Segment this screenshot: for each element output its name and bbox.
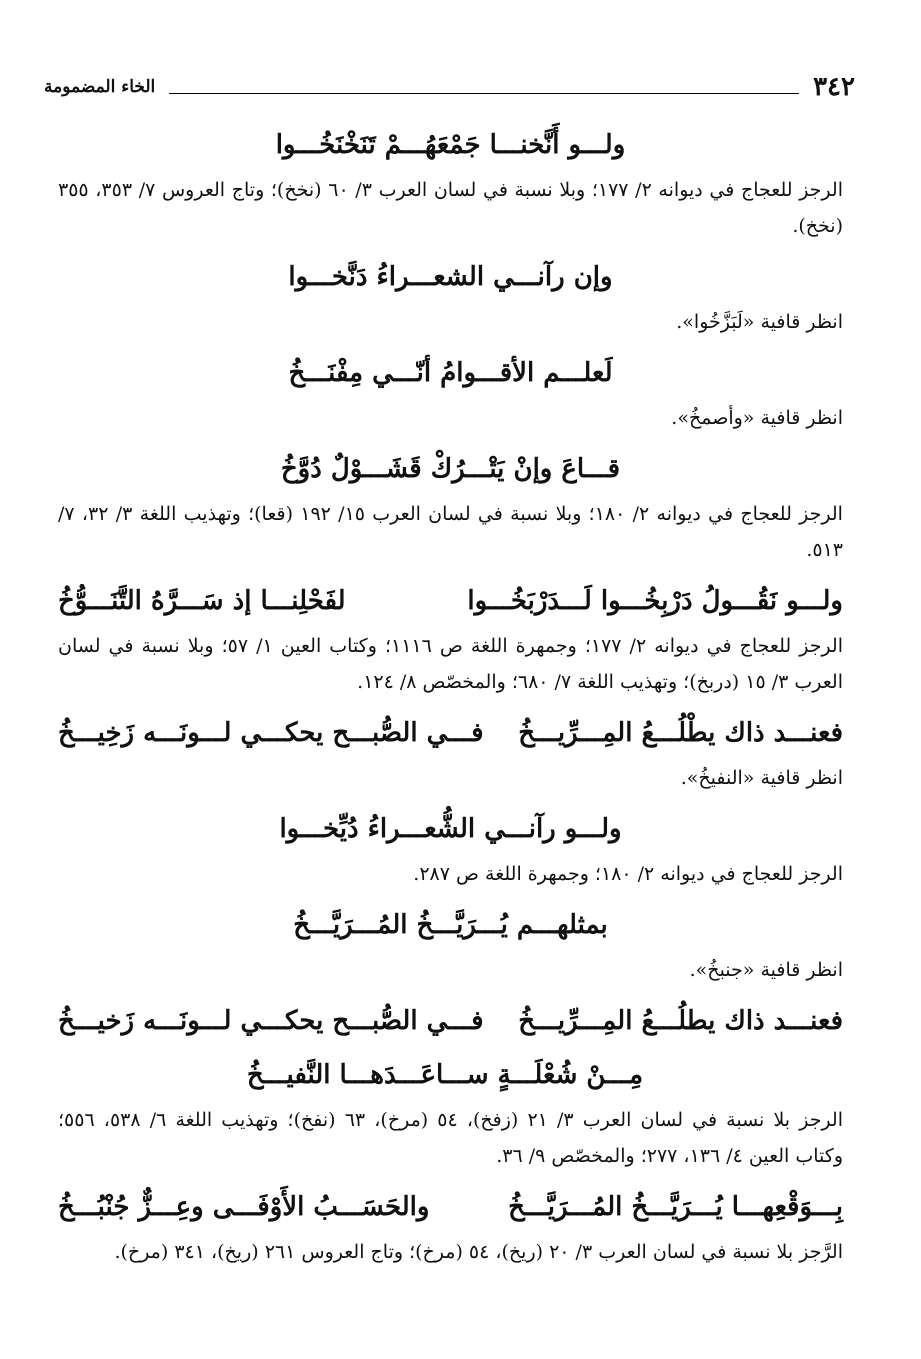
- verse-hemistich-right: بِـــوَقْعِهـــا يُـــرَيَّـــخُ المُـــرَيَّـــخُ: [508, 1192, 843, 1222]
- footnote: الرَّجز بلا نسبة في لسان العرب ٣/ ٢٠ (ريخ)، ٥٤ (مرخ)؛ وتاج العروس ٢٦١ (ريخ)، ٣٤١ (مرخ).: [114, 1241, 843, 1263]
- verse-hemistich-right: فعنـــد ذاك يطلُـــعُ المِـــرِّيـــخُ: [518, 1006, 843, 1036]
- verse-couplet: [58, 1180, 843, 1234]
- footnote: الرجز للعجاج في ديوانه ٢/ ١٧٧؛ وجمهرة اللغة ص ١١١٦؛ وكتاب العين ١/ ٥٧؛ وبلا نسبة في لسان العرب ٣/ ١٥ (دربخ)؛ وتهذيب اللغة ٧/ ٦٨٠؛ والمخصّص ٨/ ١٢٤.: [58, 635, 843, 693]
- verse-line: لَعلـــم الأقـــوامُ أنّـــي مِفْنَـــخُ: [288, 358, 613, 388]
- footnote: الرجز للعجاج في ديوانه ٢/ ١٨٠؛ وجمهرة اللغة ص ٢٨٧.: [413, 863, 843, 885]
- verse-couplet: [58, 574, 843, 628]
- verse-line: ولـــو أَنَّخنـــا جَمْعَهُـــمْ تَنَخْنَخُـــوا: [275, 130, 626, 160]
- footnote: انظر قافية «لَبَزَّخُوا».: [676, 311, 843, 333]
- verse-hemistich-left: لفَحْلِنـــا إذ سَـــرَّهُ التَّنَـــوُّخُ: [58, 586, 346, 616]
- footnote: انظر قافية «وأصمخُ».: [671, 407, 843, 429]
- page-body: [58, 118, 843, 1276]
- verse-hemistich-right: فعنـــد ذاك يطْلُـــعُ المِـــرِّيـــخُ: [518, 718, 843, 748]
- page-number: ٣٤٢: [813, 72, 855, 102]
- verse-line: وإن رآنـــي الشعـــراءُ دَنَّخـــوا: [288, 262, 613, 292]
- verse-line: بمثلهـــم يُـــرَيَّـــخُ المُـــرَيَّـــخُ: [293, 910, 608, 940]
- footnote: الرجز للعجاج في ديوانه ٢/ ١٨٠؛ وبلا نسبة في لسان العرب ١٥/ ١٩٢ (قعا)؛ وتهذيب اللغة ٣/ ٣٢، ٧/ ٥١٣.: [58, 503, 843, 561]
- verse-couplet: [58, 994, 843, 1048]
- footnote: الرجز للعجاج في ديوانه ٢/ ١٧٧؛ وبلا نسبة في لسان العرب ٣/ ٦٠ (نخخ)؛ وتاج العروس ٧/ ٣٥٣، ٣٥٥ (نخخ).: [58, 179, 843, 237]
- header-rule: [169, 93, 799, 94]
- verse-hemistich-left: فـــي الصُّبـــح يحكـــي لـــونَـــه زَخِيـــخُ: [58, 718, 484, 748]
- verse-couplet: [58, 706, 843, 760]
- verse-hemistich-left: والحَسَـــبُ الأَوْفَـــى وعِـــزٌّ جُنْبُـــخُ: [58, 1192, 430, 1222]
- verse-hemistich-right: ولـــو نَقُـــولُ دَرْبِخُـــوا لَـــدَرْبَخُـــوا: [467, 586, 843, 616]
- verse-line: قـــاعَ وإنْ يَتْـــرُكْ قَشَـــوْلٌ دُوَّخُ: [280, 454, 621, 484]
- verse-line: مِـــنْ شُعْلَـــةٍ ســـاعَـــدَهـــا النَّفيـــخُ: [246, 1060, 643, 1090]
- page-header: [44, 70, 855, 104]
- footnote: انظر قافية «النفيخُ».: [680, 767, 843, 789]
- verse-line: ولـــو رآنـــي الشُّعـــراءُ دُيِّخـــوا: [279, 814, 622, 844]
- running-title: الخاء المضمومة: [44, 77, 156, 97]
- footnote: الرجز بلا نسبة في لسان العرب ٣/ ٢١ (زفخ)، ٥٤ (مرخ)، ٦٣ (نفخ)؛ وتهذيب اللغة ٦/ ٥٣٨، ٥٥٦؛ وكتاب العين ٤/ ١٣٦، ٢٧٧؛ والمخصّص ٩/ ٣٦.: [58, 1109, 843, 1167]
- verse-hemistich-left: فـــي الصُّبـــح يحكـــي لـــونَـــه زَخيـــخُ: [58, 1006, 484, 1036]
- footnote: انظر قافية «جنبخُ».: [689, 959, 843, 981]
